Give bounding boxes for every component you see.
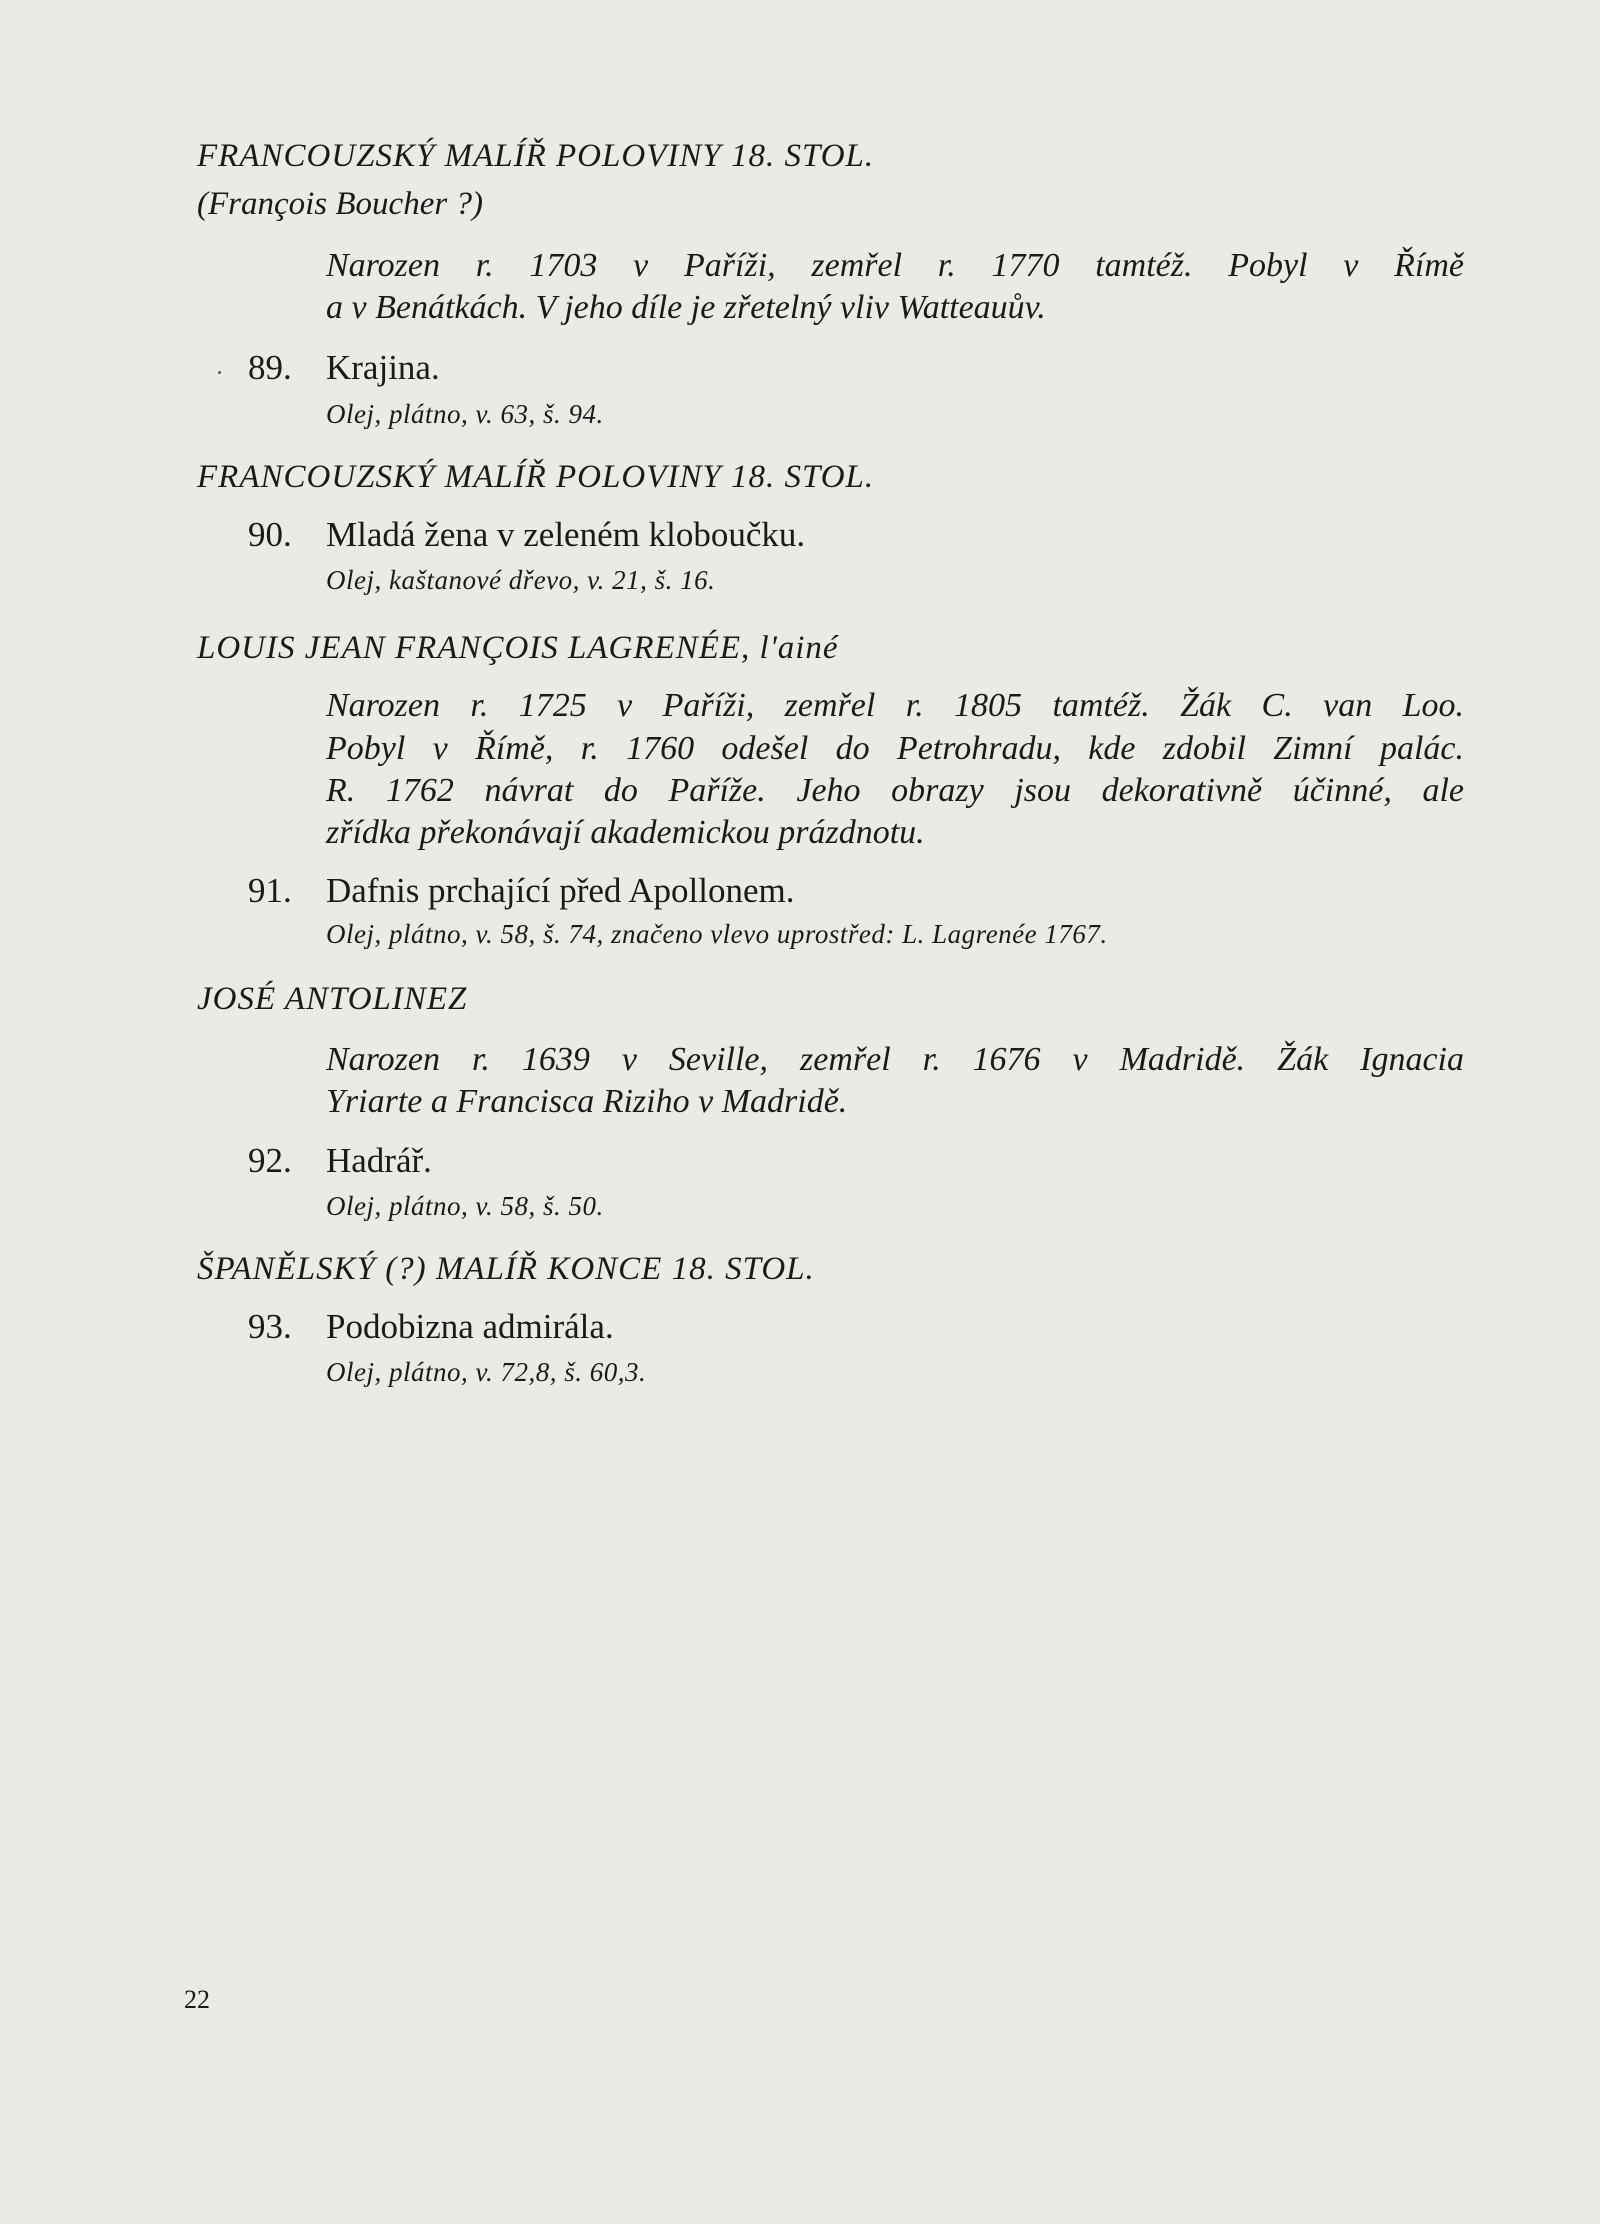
- entry-number: 91.: [248, 871, 292, 910]
- entry-details: Olej, plátno, v. 63, š. 94.: [326, 399, 604, 429]
- artist-bio-line: Narozen r. 1725 v Paříži, zemřel r. 1805 tamtéž. Žák C. van Loo.: [326, 687, 1464, 724]
- entry-title: Hadrář.: [326, 1141, 432, 1180]
- entry-title: Krajina.: [326, 348, 440, 387]
- entry-title: Dafnis prchající před Apollonem.: [326, 871, 795, 910]
- catalog-entry: [248, 873, 794, 908]
- entry-details: Olej, plátno, v. 58, š. 74, značeno vlevo uprostřed: L. Lagrenée 1767.: [326, 919, 1108, 949]
- artist-bio-line: Yriarte a Francisca Riziho v Madridě.: [326, 1083, 848, 1120]
- artist-bio-line: zřídka překonávají akademickou prázdnotu.: [326, 814, 925, 851]
- print-speck: [218, 371, 221, 374]
- artist-bio-line: Pobyl v Římě, r. 1760 odešel do Petrohradu, kde zdobil Zimní palác.: [326, 730, 1464, 767]
- section-heading: FRANCOUZSKÝ MALÍŘ POLOVINY 18. STOL.: [197, 138, 875, 174]
- artist-bio-line: R. 1762 návrat do Paříže. Jeho obrazy jsou dekorativně účinné, ale: [326, 772, 1464, 809]
- page-number: 22: [184, 1985, 210, 2014]
- entry-number: 90.: [248, 515, 292, 554]
- entry-number: 92.: [248, 1141, 292, 1180]
- section-heading: ŠPANĚLSKÝ (?) MALÍŘ KONCE 18. STOL.: [197, 1251, 815, 1287]
- artist-bio-line: Narozen r. 1703 v Paříži, zemřel r. 1770 tamtéž. Pobyl v Římě: [326, 247, 1464, 284]
- artist-bio-line: Narozen r. 1639 v Seville, zemřel r. 1676 v Madridě. Žák Ignacia: [326, 1041, 1464, 1078]
- entry-details: Olej, plátno, v. 58, š. 50.: [326, 1191, 604, 1221]
- artist-bio-line: a v Benátkách. V jeho díle je zřetelný vliv Watteauův.: [326, 289, 1046, 326]
- section-heading: LOUIS JEAN FRANÇOIS LAGRENÉE, l'ainé: [197, 630, 839, 666]
- entry-number: 93.: [248, 1307, 292, 1346]
- section-heading: FRANCOUZSKÝ MALÍŘ POLOVINY 18. STOL.: [197, 459, 875, 495]
- catalog-entry: [248, 1309, 614, 1344]
- section-subheading: (François Boucher ?): [197, 186, 483, 222]
- entry-number: 89.: [248, 348, 292, 387]
- entry-details: Olej, plátno, v. 72,8, š. 60,3.: [326, 1357, 647, 1387]
- entry-title: Podobizna admirála.: [326, 1307, 614, 1346]
- catalog-entry: [248, 350, 440, 385]
- catalog-entry: [248, 517, 805, 552]
- section-heading: JOSÉ ANTOLINEZ: [197, 981, 468, 1017]
- entry-details: Olej, kaštanové dřevo, v. 21, š. 16.: [326, 565, 716, 595]
- entry-title: Mladá žena v zeleném kloboučku.: [326, 515, 806, 554]
- catalog-entry: [248, 1143, 432, 1178]
